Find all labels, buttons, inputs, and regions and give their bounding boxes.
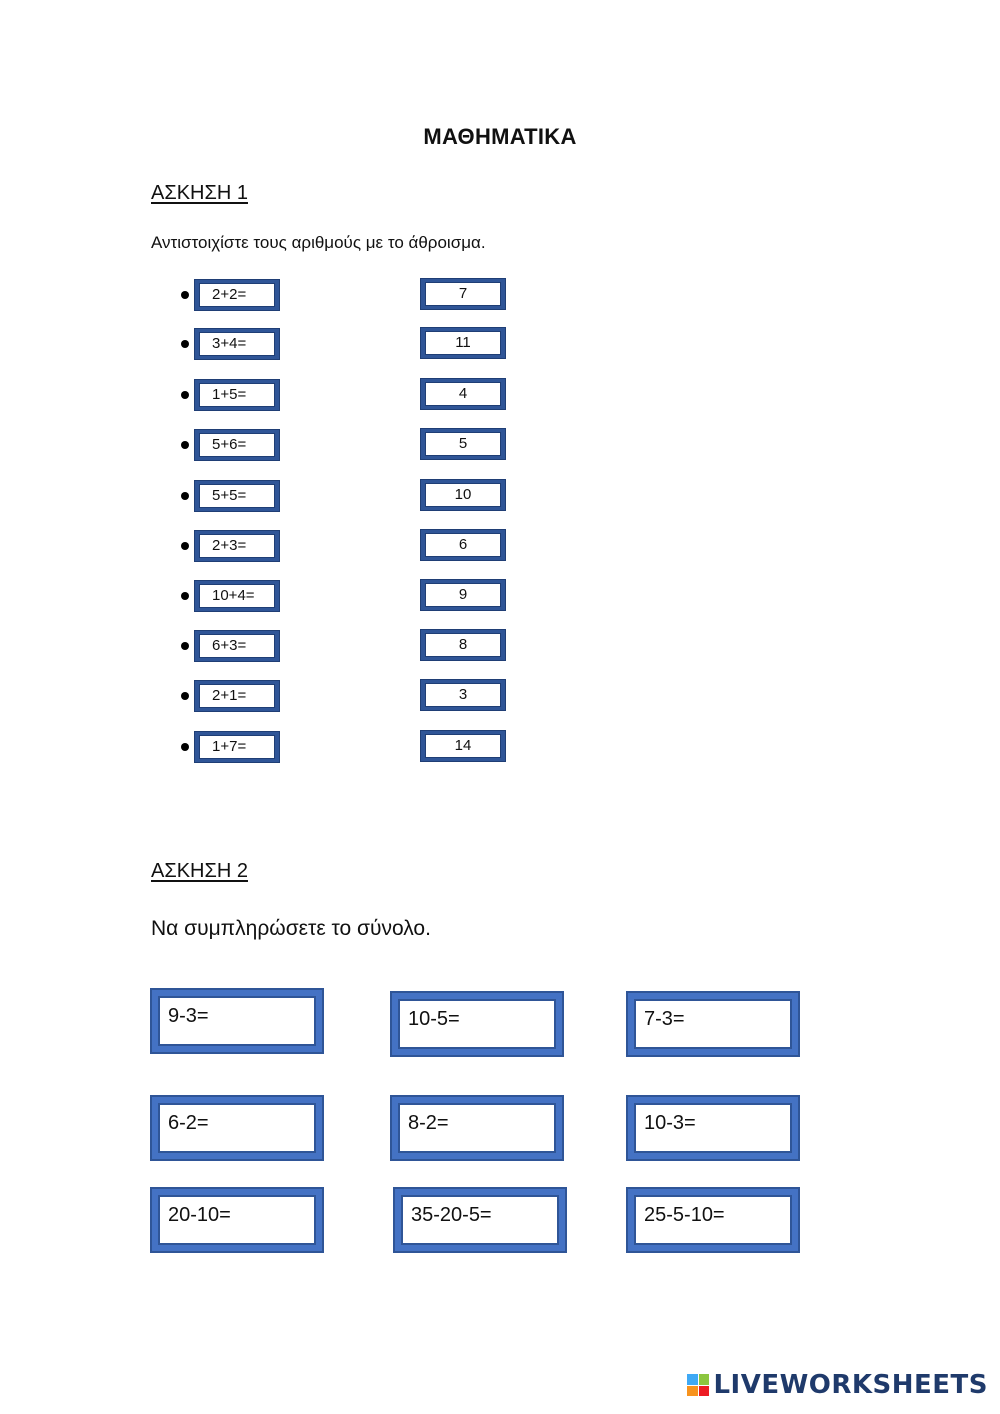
expression-box[interactable] — [194, 680, 280, 712]
expression-label: 2+3= — [199, 534, 275, 558]
expression-box[interactable] — [194, 328, 280, 360]
fill-in-box[interactable] — [150, 988, 324, 1054]
fill-in-box[interactable] — [150, 1187, 324, 1253]
answer-box[interactable] — [420, 327, 506, 359]
fill-in-expression: 8-2= — [398, 1103, 556, 1153]
answer-label: 7 — [425, 282, 501, 306]
answer-box[interactable] — [420, 579, 506, 611]
expression-label: 3+4= — [199, 332, 275, 356]
expression-label: 5+6= — [199, 433, 275, 457]
bullet-icon — [181, 642, 189, 650]
fill-in-expression: 10-5= — [398, 999, 556, 1049]
expression-box[interactable] — [194, 379, 280, 411]
logo-mark-icon — [687, 1374, 709, 1396]
expression-box[interactable] — [194, 530, 280, 562]
answer-label: 11 — [425, 331, 501, 355]
bullet-icon — [181, 743, 189, 751]
expression-box[interactable] — [194, 630, 280, 662]
exercise2-instruction: Να συμπληρώσετε το σύνολο. — [151, 917, 431, 940]
bullet-icon — [181, 492, 189, 500]
expression-label: 1+5= — [199, 383, 275, 407]
fill-in-expression: 9-3= — [158, 996, 316, 1046]
expression-box[interactable] — [194, 731, 280, 763]
bullet-icon — [181, 692, 189, 700]
fill-in-box[interactable] — [393, 1187, 567, 1253]
answer-box[interactable] — [420, 428, 506, 460]
answer-label: 10 — [425, 483, 501, 507]
answer-box[interactable] — [420, 378, 506, 410]
answer-label: 6 — [425, 533, 501, 557]
answer-label: 5 — [425, 432, 501, 456]
answer-box[interactable] — [420, 730, 506, 762]
fill-in-box[interactable] — [626, 1095, 800, 1161]
fill-in-expression: 35-20-5= — [401, 1195, 559, 1245]
expression-box[interactable] — [194, 429, 280, 461]
fill-in-expression: 20-10= — [158, 1195, 316, 1245]
fill-in-box[interactable] — [390, 991, 564, 1057]
liveworksheets-logo — [687, 1370, 988, 1400]
exercise1-heading: ΑΣΚΗΣΗ 1 — [151, 182, 248, 204]
exercise2-heading: ΑΣΚΗΣΗ 2 — [151, 860, 248, 882]
answer-label: 3 — [425, 683, 501, 707]
fill-in-box[interactable] — [390, 1095, 564, 1161]
fill-in-box[interactable] — [626, 991, 800, 1057]
page-title: ΜΑΘΗΜΑΤΙΚΑ — [423, 124, 577, 149]
exercise1-instruction: Αντιστοιχίστε τους αριθμούς με το άθροισμα. — [151, 233, 486, 252]
expression-label: 1+7= — [199, 735, 275, 759]
answer-box[interactable] — [420, 479, 506, 511]
bullet-icon — [181, 340, 189, 348]
expression-label: 2+2= — [199, 283, 275, 307]
expression-label: 5+5= — [199, 484, 275, 508]
expression-label: 6+3= — [199, 634, 275, 658]
fill-in-expression: 6-2= — [158, 1103, 316, 1153]
answer-box[interactable] — [420, 679, 506, 711]
logo-text: LIVEWORKSHEETS — [713, 1370, 988, 1400]
expression-label: 10+4= — [199, 584, 275, 608]
expression-box[interactable] — [194, 580, 280, 612]
bullet-icon — [181, 441, 189, 449]
bullet-icon — [181, 291, 189, 299]
bullet-icon — [181, 592, 189, 600]
bullet-icon — [181, 391, 189, 399]
answer-label: 4 — [425, 382, 501, 406]
answer-box[interactable] — [420, 529, 506, 561]
bullet-icon — [181, 542, 189, 550]
fill-in-expression: 10-3= — [634, 1103, 792, 1153]
fill-in-box[interactable] — [150, 1095, 324, 1161]
expression-label: 2+1= — [199, 684, 275, 708]
answer-label: 9 — [425, 583, 501, 607]
fill-in-expression: 25-5-10= — [634, 1195, 792, 1245]
expression-box[interactable] — [194, 480, 280, 512]
answer-label: 8 — [425, 633, 501, 657]
answer-box[interactable] — [420, 278, 506, 310]
answer-box[interactable] — [420, 629, 506, 661]
fill-in-box[interactable] — [626, 1187, 800, 1253]
answer-label: 14 — [425, 734, 501, 758]
expression-box[interactable] — [194, 279, 280, 311]
fill-in-expression: 7-3= — [634, 999, 792, 1049]
